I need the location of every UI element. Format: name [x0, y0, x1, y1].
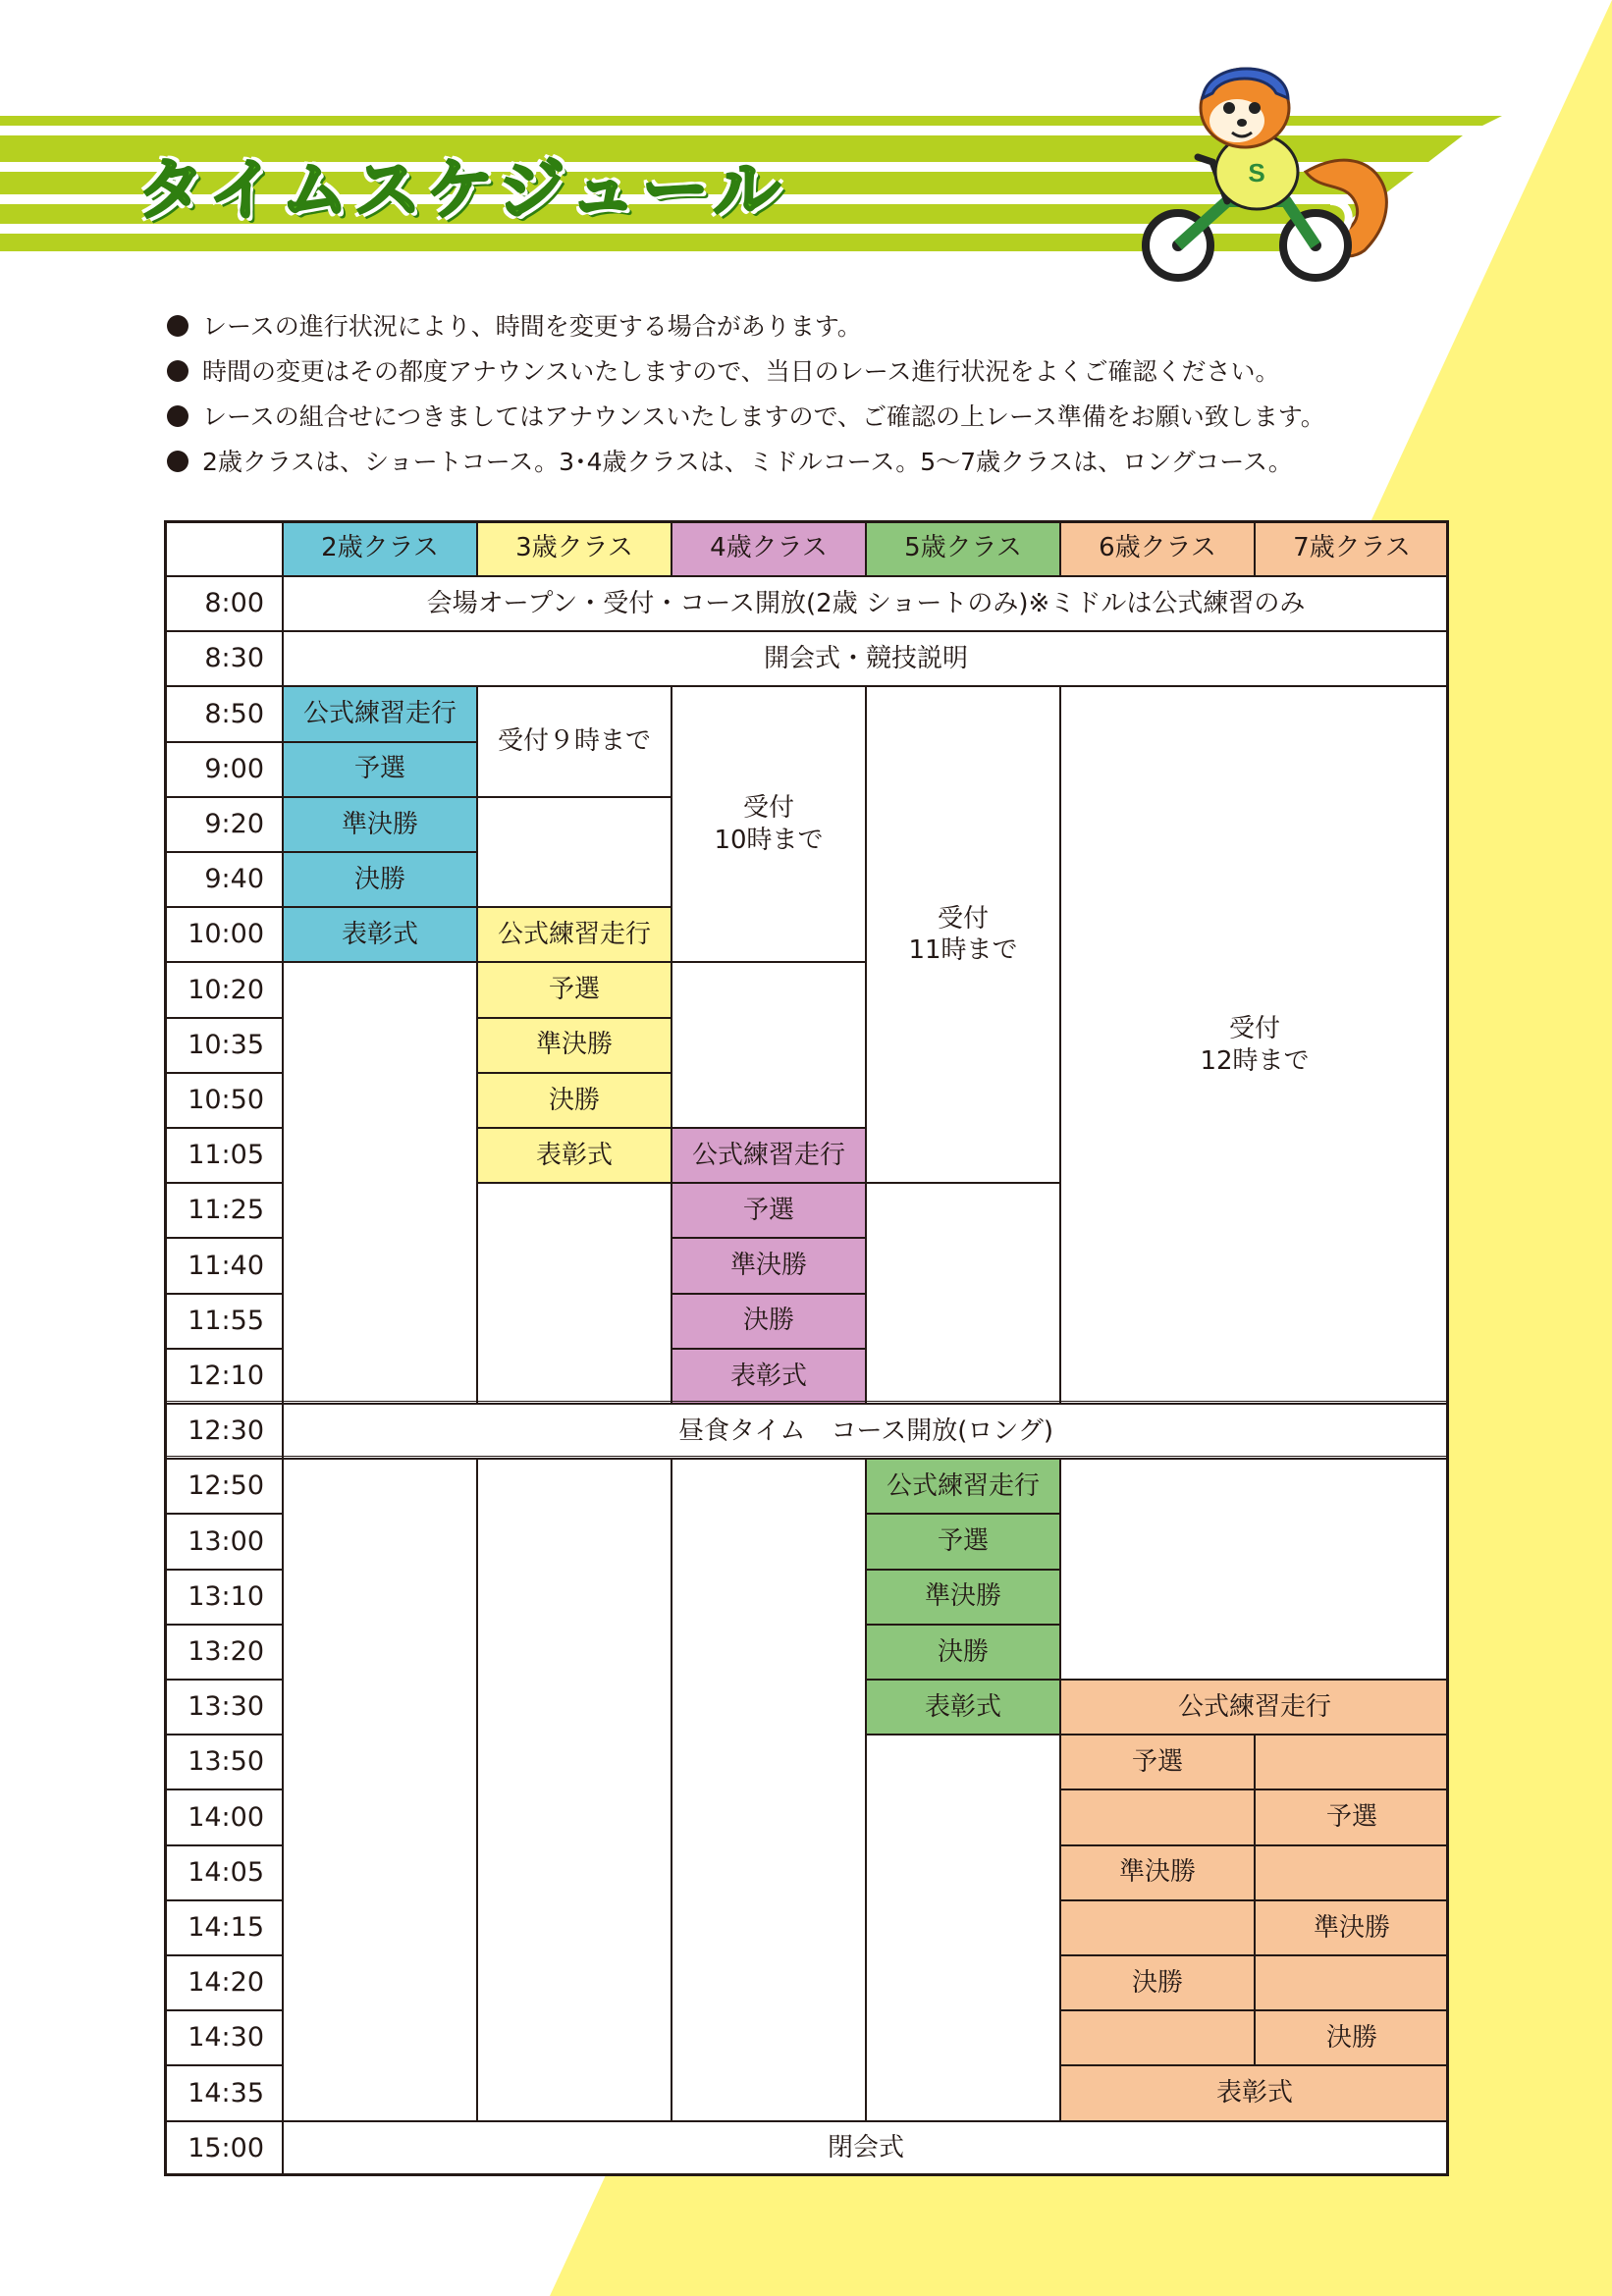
page-title: タイムスケジュール: [137, 152, 786, 230]
time-label: 13:30: [164, 1680, 283, 1735]
schedule-cell: 決勝: [283, 852, 477, 907]
time-label: 14:30: [164, 2010, 283, 2065]
schedule-cell: 準決勝: [477, 1018, 672, 1073]
empty-cell: [1060, 1789, 1255, 1844]
time-label: 10:00: [164, 907, 283, 962]
schedule-cell: 決勝: [672, 1294, 866, 1349]
schedule-cell: 公式練習走行: [672, 1128, 866, 1183]
time-label: 13:50: [164, 1735, 283, 1789]
schedule-cell: 表彰式: [1060, 2065, 1449, 2120]
empty-cell: [1060, 1900, 1255, 1955]
empty-cell: [1255, 1735, 1449, 1789]
schedule-cell: 公式練習走行: [477, 907, 672, 962]
empty-cell: [1060, 1459, 1449, 1680]
empty-cell: [1255, 1845, 1449, 1900]
schedule-cell: 準決勝: [672, 1238, 866, 1293]
empty-cell: [477, 1459, 672, 2120]
schedule-cell: 予選: [1255, 1789, 1449, 1844]
class-header: 5歳クラス: [866, 520, 1060, 576]
time-label: 10:35: [164, 1018, 283, 1073]
note-item: 2歳クラスは、ショートコース。3･4歳クラスは、ミドルコース。5〜7歳クラスは、ロングコース。: [167, 440, 1325, 485]
time-label: 10:20: [164, 962, 283, 1017]
note-item: レースの組合せにつきましてはアナウンスいたしますので、ご確認の上レース準備をお願い致します。: [167, 395, 1325, 440]
time-label: 12:30: [164, 1404, 283, 1459]
lunch-separator-line: [164, 1456, 1449, 1460]
time-label: 14:15: [164, 1900, 283, 1955]
schedule-cell: 予選: [672, 1183, 866, 1238]
schedule-cell: 受付 10時まで: [672, 686, 866, 962]
time-label: 14:20: [164, 1955, 283, 2010]
schedule-cell: 公式練習走行: [866, 1459, 1060, 1514]
table-corner: [164, 520, 283, 576]
schedule-cell: 昼食タイム コース開放(ロング): [283, 1404, 1449, 1459]
time-label: 14:05: [164, 1845, 283, 1900]
empty-cell: [866, 1183, 1060, 1404]
empty-cell: [477, 797, 672, 907]
svg-text:S: S: [1248, 158, 1265, 187]
empty-cell: [1255, 1955, 1449, 2010]
class-header: 2歳クラス: [283, 520, 477, 576]
time-label: 13:20: [164, 1625, 283, 1680]
time-label: 14:00: [164, 1789, 283, 1844]
class-header: 4歳クラス: [672, 520, 866, 576]
time-label: 14:35: [164, 2065, 283, 2120]
schedule-cell: 準決勝: [283, 797, 477, 852]
empty-cell: [672, 1459, 866, 2120]
schedule-cell: 決勝: [866, 1625, 1060, 1680]
note-item: レースの進行状況により、時間を変更する場合があります。: [167, 304, 1325, 349]
schedule-cell: 決勝: [1255, 2010, 1449, 2065]
schedule-cell: 準決勝: [1060, 1845, 1255, 1900]
time-label: 12:50: [164, 1459, 283, 1514]
time-label: 11:40: [164, 1238, 283, 1293]
schedule-cell: 準決勝: [866, 1570, 1060, 1625]
empty-cell: [672, 962, 866, 1128]
time-label: 11:05: [164, 1128, 283, 1183]
schedule-cell: 受付９時まで: [477, 686, 672, 796]
lunch-separator-line: [164, 1401, 1449, 1405]
schedule-cell: 表彰式: [477, 1128, 672, 1183]
class-header: 6歳クラス: [1060, 520, 1255, 576]
time-label: 9:40: [164, 852, 283, 907]
empty-cell: [866, 1735, 1060, 2120]
time-label: 11:55: [164, 1294, 283, 1349]
empty-cell: [283, 1459, 477, 2120]
schedule-cell: 決勝: [477, 1073, 672, 1128]
schedule-cell: 閉会式: [283, 2121, 1449, 2176]
schedule-cell: 公式練習走行: [1060, 1680, 1449, 1735]
schedule-cell: 予選: [283, 742, 477, 797]
schedule-cell: 準決勝: [1255, 1900, 1449, 1955]
schedule-cell: 予選: [866, 1514, 1060, 1569]
time-label: 8:00: [164, 576, 283, 631]
empty-cell: [477, 1183, 672, 1404]
schedule-cell: 受付 12時まで: [1060, 686, 1449, 1404]
time-label: 8:30: [164, 631, 283, 686]
schedule-cell: 予選: [477, 962, 672, 1017]
empty-cell: [1060, 2010, 1255, 2065]
schedule-cell: 表彰式: [672, 1349, 866, 1404]
time-label: 11:25: [164, 1183, 283, 1238]
time-label: 9:00: [164, 742, 283, 797]
note-item: 時間の変更はその都度アナウンスいたしますので、当日のレース進行状況をよくご確認ください。: [167, 349, 1325, 395]
schedule-cell: 公式練習走行: [283, 686, 477, 741]
schedule-cell: 表彰式: [283, 907, 477, 962]
time-label: 13:00: [164, 1514, 283, 1569]
empty-cell: [283, 962, 477, 1404]
class-header: 3歳クラス: [477, 520, 672, 576]
schedule-cell: 決勝: [1060, 1955, 1255, 2010]
schedule-cell: 表彰式: [866, 1680, 1060, 1735]
time-label: 13:10: [164, 1570, 283, 1625]
schedule-cell: 受付 11時まで: [866, 686, 1060, 1183]
schedule-cell: 予選: [1060, 1735, 1255, 1789]
schedule-cell: 開会式・競技説明: [283, 631, 1449, 686]
time-label: 9:20: [164, 797, 283, 852]
schedule-cell: 会場オープン・受付・コース開放(2歳 ショートのみ)※ミドルは公式練習のみ: [283, 576, 1449, 631]
time-label: 15:00: [164, 2121, 283, 2176]
time-label: 8:50: [164, 686, 283, 741]
class-header: 7歳クラス: [1255, 520, 1449, 576]
time-label: 12:10: [164, 1349, 283, 1404]
time-label: 10:50: [164, 1073, 283, 1128]
